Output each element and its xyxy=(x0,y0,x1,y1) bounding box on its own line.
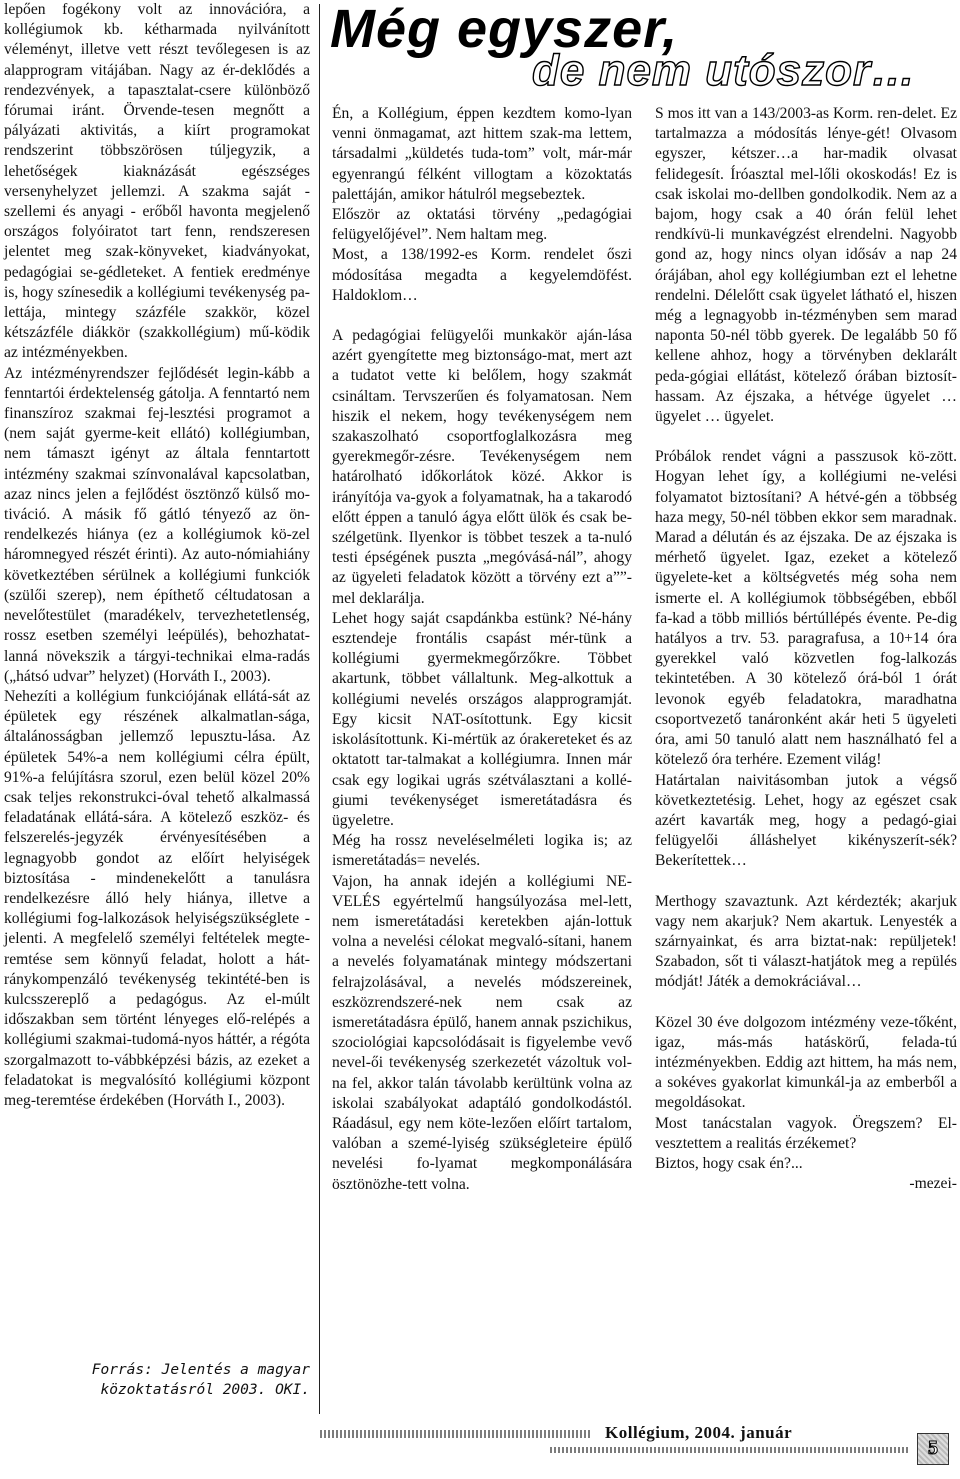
paragraph-gap xyxy=(655,427,957,447)
paragraph: Én, a Kollégium, éppen kezdtem komo-lyan venni önmagamat, azt hittem szak-ma lettem, társadalmi „küldetés tuda-tom” volt, már-már egyenrangú félként villogtam a közoktatás palettáján, amikor hátulról megsebeztek. xyxy=(332,105,632,203)
paragraph: Lehet hogy saját csapdánkba estünk? Né-hány esztendeje frontális csapást mér-tünk a kollégiumi gyermekmegőrzőkre. Többet akartunk, többet vállaltunk. Meg-alkottuk a kollégiumi nevelés országos alapprogramját. Egy kicsit NAT-osítottunk. Egy kicsit iskolásítottunk. Ki-mértük az órakereteket és az oktatott tar-talmakat a kollégiumra. Innen már csak egy logikai ugrás szétválasztani a kollé-giumi tevékenységet ismeretátadásra és ügyeletre. xyxy=(332,609,632,829)
source-citation: Forrás: Jelentés a magyar közoktatásról 2003. OKI. xyxy=(91,1362,310,1398)
paragraph: Merthogy szavaztunk. Azt kérdezték; akarjuk vagy nem akarjuk? Nem akartuk. Lenyesték a szárnyainkat, és arra biztat-nak: repüljetek! Szabadon, sőt ti választ-hatjátok meg a repülés módját! Játék a demokráciával… xyxy=(655,892,957,991)
paragraph: S mos itt van a 143/2003-as Korm. ren-delet. Ez tartalmazza a módosítás lénye-gét! Olvasom egyszer, kétszer…a har-madik olvasat felidegesít. Íróasztal mel-lőli okoskodás! Ez is csak iskolai mo-dellben gondolkodik. Nem az a bajom, hogy csak a 40 órán felül lehet rendkívü-li munkavégzést elrendelni. Nagyobb gond az, hogy nincs olyan idősáv a nap 24 órájában, ahol egy kollégiumban ezt el lehetne rendelni. Délelőtt csak ügyelet látható el, hiszen még a legnagyobb in-tézményben sem marad naponta 50-nél több gyerek. De legalább 50 fő kellene ahhoz, hogy a törvényben deklarált peda-gógiai ellátást, kötelező órában biztosít-hassam. Az éjszaka, a hétvége ügyelet … ügyelet … ügyelet. xyxy=(655,105,957,426)
paragraph: Biztos, hogy csak én?... xyxy=(655,1154,803,1172)
paragraph: Még ha rossz neveléselméleti logika is; az ismeretátadás= nevelés. xyxy=(332,832,632,870)
author-signature: -mezei- xyxy=(909,1175,957,1193)
page-number: 5 xyxy=(928,1437,938,1459)
footer-dotted-rule xyxy=(320,1430,590,1438)
column-divider xyxy=(319,4,320,1414)
paragraph: A pedagógiai felügyelői munkakör aján-lása azért gyengítette meg biztonságo-mat, mert azt a tudatot vette ki belőlem, hogy szakmát csináltam. Tervszerűen és folyamatosan. Nem hiszik el nekem, hogy tevékenységem nem szakaszolható csoportfoglalkozásra meg gyerekmegőr-zésre. Tevékenységem nem határolható időkorlátok közé. Akkor is irányítója va-gyok a folyamatnak, ha a takarodó előtt éppen a tanuló ágya előtt ülök és csak be-szélgetünk. Ilyenkor is többet teszek a ta-nuló testi épségének puszta „megóvásá-nál”, ahogy az ügyeleti feladatok között a törvény ezt a””-mel deklarálja. xyxy=(332,327,632,607)
article-subtitle: de nem utószor… xyxy=(532,46,917,95)
article-column-middle xyxy=(332,104,632,1195)
paragraph: Először az oktatási törvény „pedagógiai felügyelőjével”. Nem haltam meg. xyxy=(332,206,632,244)
paragraph: Próbálok rendet vágni a passzusok kö-zött. Hogyan lehet így, a kollégiumi ne-velési folyamatot biztosítani? A hétvé-gén a többség haza megy, 50-nél többen ekkor sem maradnak. Marad a délután és az éjszaka. De az éjszaka is mérhető ügyelet. Igaz, ezeket a kötelező ügyelete-ket a költségvetés még soha nem ismerte el. A kollégiumok többségében, ebből fa-kad a több milliós bértúllépés évente. Pe-dig hatályos a trv. 53. paragrafusa, a 10+14 óra gyerekkel való közvetlen fog-lalkozás tekintetében. A 30 kötelező órá-ból 1 órát levonok egyéb feladatokra, maradhatna csoportvezető tanáronként akár heti 5 ügyeleti óra, ami 50 tanuló alatt nem használható fel a kötelező óra terhére. Ezement világ! xyxy=(655,448,957,769)
article-column-left xyxy=(4,0,310,1111)
paragraph: Határtalan naivitásomban jutok a végső következtetésig. Lehet, hogy az egészet csak azért kavarták meg, hogy a pedagó-giai felügyelői álláshelyet kikényszerít-sék? Bekerítettek… xyxy=(655,771,957,870)
article-column-right xyxy=(655,104,957,1194)
paragraph: Most, a 138/1992-es Korm. rendelet őszi módosítása megadta a kegyelemdöfést. Haldoklom… xyxy=(332,246,632,304)
paragraph: Nehezíti a kollégium funkciójának ellátá-sát az épületek egy részének alkalmatlan-sága, általánosságban jellemző lepusztu-lása. Az épületek 54%-a nem kollégiumi célra épült, 91%-a felújításra szorul, ezen belül közel 20% csak teljes rekonstrukci-óval tehető alkalmassá feladatának ellátá-sára. A kötelező eszköz- és felszerelés-jegyzék érvényesítésében a legnagyobb gondot az előírt helyiségek biztosítása - mindenekelőtt a tanulásra rendelkezésre álló hely hiánya, illetve a kollégiumi fog-lalkozások helyiségszükséglete - jelenti. A megfelelő személyi feltételek megte-remtése sem könnyű feladat, holott a hát-ránykompenzáló tevékenység tekintété-ben is kulcsszereplő a pedagógus. Az el-múlt időszakban sem történt lényeges elő-relépés a kollégiumi szakmai-tudomá-nyos háttér, a régóta szorgalmazott to-vábbképzési bázis, az ezeket a feladatokat is megvalósító kollégiumi központ meg-teremtése érdekében (Horváth I., 2003). xyxy=(4,687,310,1109)
footer-dotted-rule xyxy=(550,1447,910,1453)
article-title: Még egyszer, xyxy=(330,0,679,59)
paragraph: Közel 30 éve dolgozom intézmény veze-tőként, igaz, más-más hatáskörű, felada-tú intézményekben. Eddig azt hittem, ha más nem, a sokéves gyakorlat kimunkál-ja az emberből a megoldásokat. xyxy=(655,1013,957,1112)
paragraph-gap xyxy=(332,306,632,326)
paragraph: Az intézményrendszer fejlődését legin-kább a fenntartói érdektelenség gátolja. A fenntartó nem finanszíroz szakmai fej-lesztési programot a (nem saját gyerme-keit ellátó) kollégiumban, nem támaszt igényt az általa fenntartott intézmény szakmai színvonalával kapcsolatban, azaz nincs jelen a fejlődést ösztönző külső mo-tiváció. A másik fő gátló tényező az ön-rendelkezés hiánya (ez a kollégiumok kö-zel háromnegyed részét érinti). Az auto-nómiahiány következtében sérülnek a kollégiumi funkciók (szülői szerep), nem építhető céltudatosan a nevelőtestület (maradékelv, tervezhetetlenség, rossz esetben személyi leépülés), behozhatat-lanná növekszik a tárgyi-technikai elma-radás („hátsó udvar” helyzet) (Horváth I., 2003). xyxy=(4,364,310,685)
paragraph: Vajon, ha annak idején a kollégiumi NE-VELÉS egyértelmű hangsúlyozása mel-lett, nem ismeretátadási keretekben aján-lottuk volna a nevelési célokat megvaló-sítani, hanem a nevelés folyamatának mintegy módszertani felrajzolásával, a nevelés módszereinek, eszközrendszeré-nek nem csak az ismeretátadásra épülő, hanem annak pszichikus, szociológiai kapcsolódásait is figyelembe vevő nevel-ői tevékenység szerkezetét vázoltuk vol-na fel, akkor talán távolabb kerültünk volna az iskolai szabályokat adaptáló gondolkodástól. Ráadásul, egy nem köte-lezően előírt tartalom, valóban a szemé-lyiség szükségleteire épülő nevelési fo-lyamat megkomponálására ösztönözhe-tett volna. xyxy=(332,872,632,1193)
paragraph: lepően fogékony volt az innovációra, a kollégiumok kb. kétharmada nyilvánított véleményt, illetve vett részt tevőlegesen is az alapprogram vitájában. Nagy az ér-deklődés a rendezvények, a tapasztalat-csere különböző fórumai iránt. Örvende-tesen megnőtt a pályázati aktivitás, a kiírt programokat rendszerint többszörösen túljegyzik, a lehetőségek kiaknázását egészséges versenyhelyzet jellemzi. A szakma saját - szellemi és anyagi - erőből havonta megjelenő országos folyóiratot tart fenn, rendszeresen jelentet meg szak-könyveket, kiadványokat, pedagógiai se-gédleteket. A fentiek eredménye is, hogy színesedik a kollégiumi tevékenység pa-lettája, mintegy százféle szakkör, közel kétszázféle diákkör (szakkollégium) mű-ködik az intézményekben. xyxy=(4,1,310,362)
footer-publication: Kollégium, 2004. január xyxy=(605,1423,793,1442)
page-number-box xyxy=(917,1433,949,1465)
paragraph-gap xyxy=(655,993,957,1013)
paragraph-gap xyxy=(655,872,957,892)
paragraph: Most tanácstalan vagyok. Öregszem? El-vesztettem a realitás érzékemet? xyxy=(655,1114,957,1152)
